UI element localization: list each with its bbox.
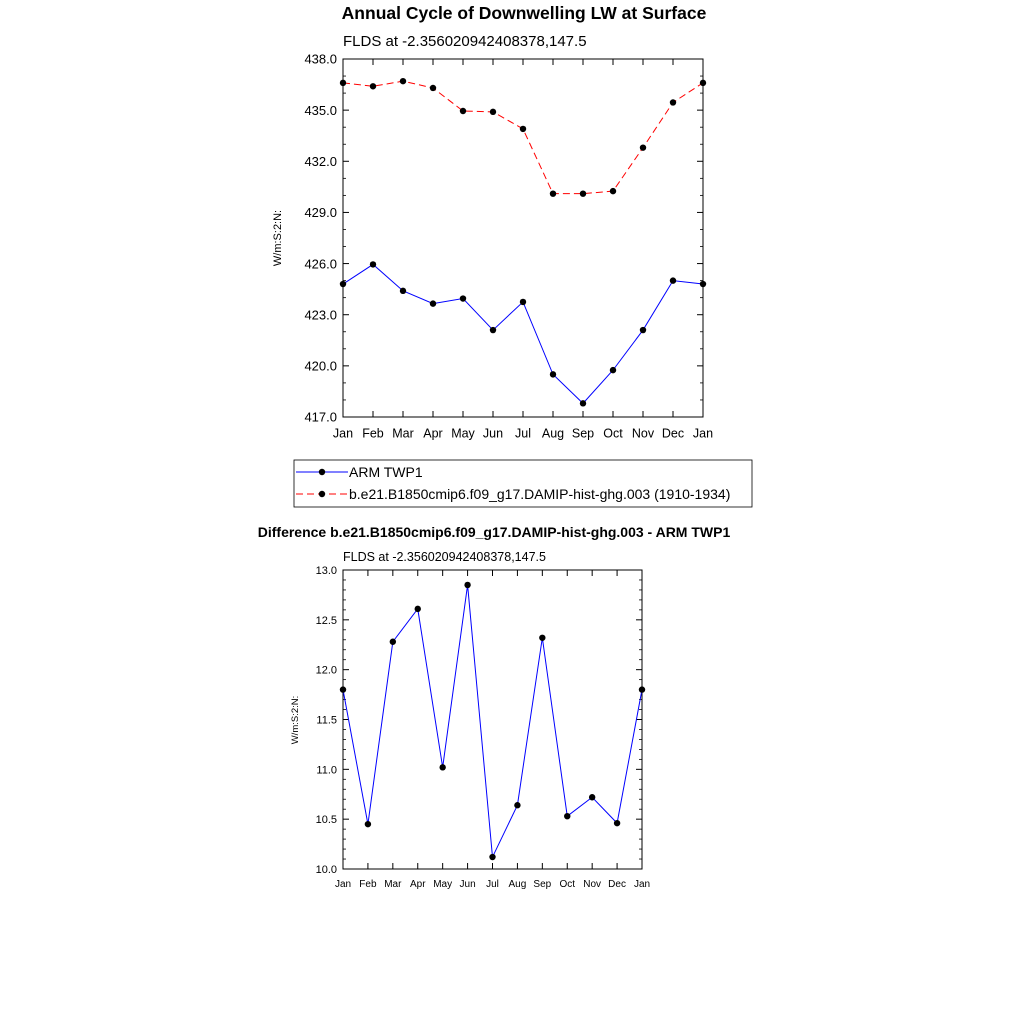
data-point <box>415 606 421 612</box>
x-tick-label: Jan <box>332 426 354 441</box>
series-line <box>343 81 703 194</box>
chart-1-legend <box>294 460 752 507</box>
data-point <box>580 400 586 406</box>
data-point <box>614 820 620 826</box>
data-point <box>490 327 496 333</box>
data-point <box>340 281 346 287</box>
legend-label-2: b.e21.B1850cmip6.f09_g17.DAMIP-hist-ghg.003 (1910-1934) <box>349 486 731 502</box>
y-tick-label: 438.0 <box>304 51 337 67</box>
chart-1-series-model <box>340 78 706 197</box>
data-point <box>340 686 346 692</box>
chart-1-axes <box>304 52 713 441</box>
data-point <box>639 686 645 692</box>
data-point <box>520 126 526 132</box>
x-tick-label: Feb <box>362 426 384 441</box>
y-tick-label: 423.0 <box>304 307 337 323</box>
data-point <box>400 288 406 294</box>
data-point <box>700 281 706 287</box>
y-tick-label: 435.0 <box>304 102 337 118</box>
y-tick-label: 417.0 <box>304 409 337 425</box>
x-tick-label: Nov <box>583 879 602 890</box>
x-tick-label: Oct <box>559 879 576 890</box>
series-line <box>343 264 703 403</box>
data-point <box>670 277 676 283</box>
x-tick-label: Oct <box>603 426 623 441</box>
y-tick-label: 432.0 <box>304 153 337 169</box>
data-point <box>700 80 706 86</box>
data-point <box>564 813 570 819</box>
x-tick-label: Jun <box>482 426 504 441</box>
data-point <box>520 299 526 305</box>
y-tick-label: 429.0 <box>304 205 337 221</box>
y-tick-label: 13.0 <box>315 564 337 577</box>
x-tick-label: Sep <box>571 426 595 441</box>
x-tick-label: Jan <box>692 426 714 441</box>
data-point <box>439 764 445 770</box>
data-point <box>589 794 595 800</box>
data-point <box>550 190 556 196</box>
x-tick-label: Dec <box>661 426 685 441</box>
data-point <box>490 109 496 115</box>
chart-2-axes <box>316 565 650 890</box>
y-tick-label: 12.5 <box>315 614 337 627</box>
y-tick-label: 10.5 <box>315 814 337 827</box>
x-tick-label: Dec <box>608 879 626 890</box>
data-point <box>670 99 676 105</box>
data-point <box>460 108 466 114</box>
x-tick-label: Mar <box>392 426 414 441</box>
x-tick-label: Nov <box>631 426 655 441</box>
legend-entry-2 <box>296 486 730 502</box>
chart-1-subtitle: FLDS at -2.356020942408378,147.5 <box>343 33 587 50</box>
x-tick-label: Aug <box>541 426 565 441</box>
x-tick-label: Sep <box>533 879 552 890</box>
data-point <box>610 367 616 373</box>
legend-marker-2 <box>319 491 325 497</box>
y-tick-label: 11.5 <box>316 714 337 727</box>
x-tick-label: Apr <box>409 879 426 890</box>
y-tick-label: 10.0 <box>315 863 337 876</box>
x-tick-label: May <box>433 879 453 890</box>
data-point <box>610 188 616 194</box>
x-tick-label: Feb <box>359 879 377 890</box>
x-tick-label: Jun <box>459 879 476 890</box>
data-point <box>580 190 586 196</box>
data-point <box>489 854 495 860</box>
chart-2-subtitle: FLDS at -2.356020942408378,147.5 <box>343 550 546 564</box>
data-point <box>640 327 646 333</box>
y-tick-label: 12.0 <box>315 664 337 677</box>
data-point <box>365 821 371 827</box>
y-tick-label: 11.0 <box>316 764 337 777</box>
data-point <box>514 802 520 808</box>
data-point <box>340 80 346 86</box>
data-point <box>430 85 436 91</box>
data-point <box>539 635 545 641</box>
legend-label-1: ARM TWP1 <box>349 464 423 480</box>
series-line <box>343 585 642 857</box>
y-tick-label: 420.0 <box>304 358 337 374</box>
x-tick-label: Jan <box>334 879 352 890</box>
data-point <box>550 371 556 377</box>
chart-2-ylabel: W/m:S:2:N: <box>290 695 301 745</box>
data-point <box>370 83 376 89</box>
data-point <box>390 639 396 645</box>
data-point <box>400 78 406 84</box>
data-point <box>370 261 376 267</box>
x-tick-label: Jul <box>486 879 499 890</box>
chart-1-title: Annual Cycle of Downwelling LW at Surface <box>341 3 707 23</box>
chart-1-series-arm-twp1 <box>340 261 706 406</box>
x-tick-label: Aug <box>508 879 527 890</box>
x-tick-label: Jan <box>633 879 651 890</box>
x-tick-label: Mar <box>384 879 402 890</box>
data-point <box>460 295 466 301</box>
data-point <box>464 582 470 588</box>
data-point <box>640 144 646 150</box>
x-tick-label: Jul <box>515 426 531 441</box>
y-tick-label: 426.0 <box>304 256 337 272</box>
chart-2-series-difference <box>340 582 645 860</box>
chart-2-title: Difference b.e21.B1850cmip6.f09_g17.DAMIP-hist-ghg.003 - ARM TWP1 <box>257 524 731 540</box>
chart-1-plot-area <box>343 59 703 417</box>
chart-2-plot-area <box>343 570 642 869</box>
data-point <box>430 300 436 306</box>
legend-marker-1 <box>319 469 325 475</box>
x-tick-label: May <box>451 426 475 441</box>
x-tick-label: Apr <box>423 426 443 441</box>
chart-1-ylabel: W/m:S:2:N: <box>272 209 284 267</box>
